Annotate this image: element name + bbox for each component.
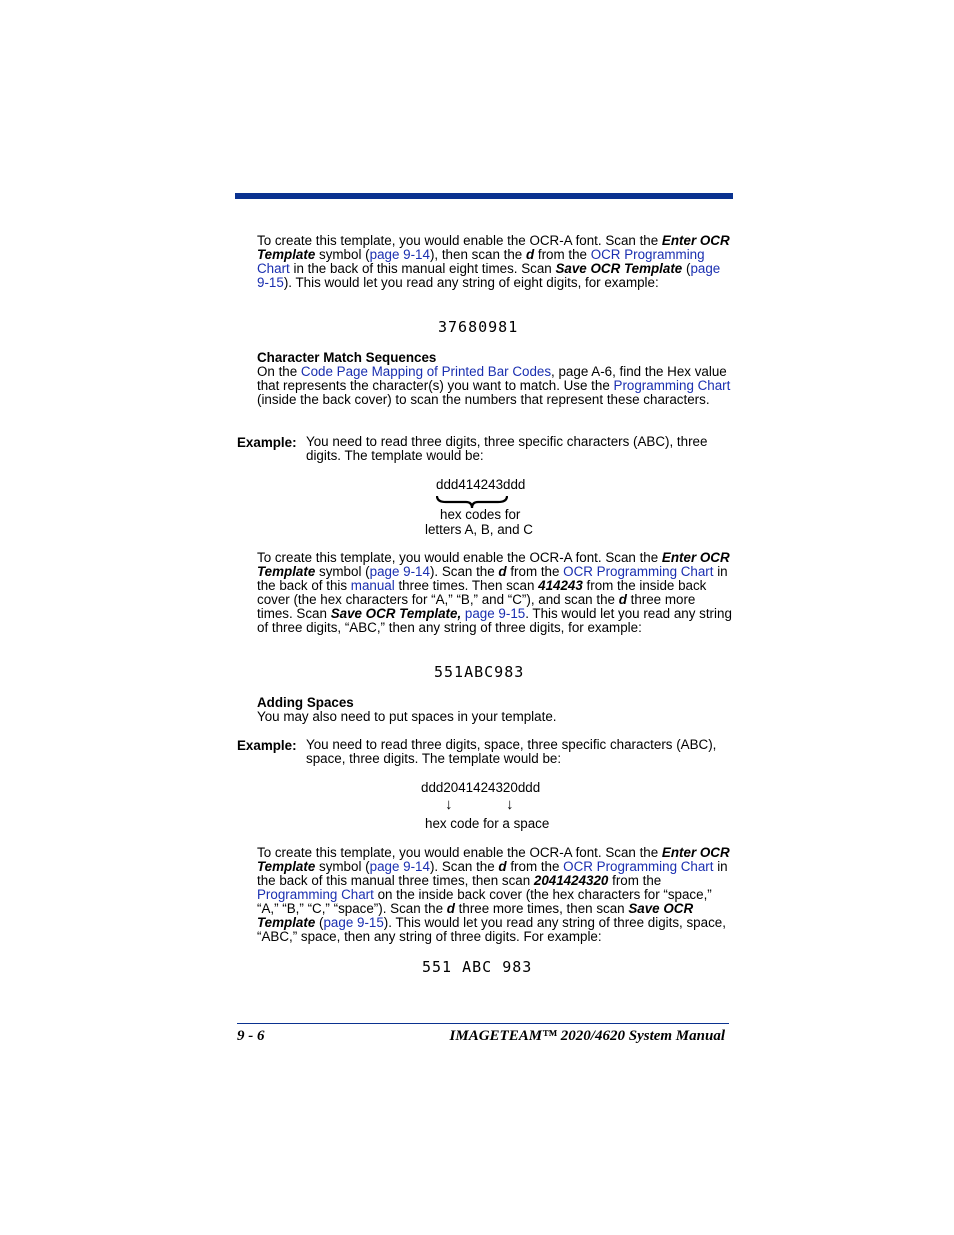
- link-page-9-14[interactable]: page 9-14: [369, 859, 430, 874]
- text: ). This would let you read any string of three digits, space, “ABC,” space, then any string of three digits. For example:: [257, 915, 726, 944]
- example-text: You need to read three digits, three specific characters (ABC), three digits. The template would be:: [306, 434, 708, 463]
- emphasis: Save OCR Template: [257, 901, 694, 930]
- paragraph-adding-spaces: You may also need to put spaces in your template.: [257, 709, 557, 724]
- arrow-down-icon: ↓: [506, 796, 514, 813]
- text: symbol (: [315, 247, 370, 262]
- template-example: ddd2041424320ddd: [421, 780, 541, 795]
- hex-note-line2: letters A, B, and C: [425, 522, 533, 537]
- link-page-9-14[interactable]: page 9-14: [369, 564, 430, 579]
- text: . This would let you read any string of three digits, “ABC,” then any string of three digits, for example:: [257, 606, 732, 635]
- link-page-9-14[interactable]: page 9-14: [369, 247, 430, 262]
- link-programming-chart[interactable]: Programming Chart: [257, 887, 374, 902]
- emphasis: Enter OCR Template: [257, 550, 730, 579]
- text: (: [682, 261, 691, 276]
- text: in the back of this manual three times, then scan: [257, 859, 728, 888]
- text: ). Scan the: [429, 564, 499, 579]
- space-note: hex code for a space: [425, 816, 550, 831]
- emphasis: 2041424320: [533, 873, 609, 888]
- emphasis: 414243: [538, 578, 583, 593]
- arrow-down-icon: ↓: [445, 796, 453, 813]
- text: in the back of this: [257, 564, 728, 593]
- link-page-9-15[interactable]: page 9-15: [257, 261, 721, 290]
- text: ). Scan the: [429, 859, 499, 874]
- example-text: You need to read three digits, space, three specific characters (ABC), space, three digits. The template would be:: [306, 737, 717, 766]
- link-code-page-mapping[interactable]: Code Page Mapping of Printed Bar Codes: [300, 364, 552, 379]
- header-rule: [235, 193, 733, 199]
- ocr-sample-3: 551 ABC 983: [422, 958, 533, 976]
- link-page-9-15[interactable]: page 9-15: [323, 915, 384, 930]
- ocr-sample-1: 37680981: [438, 318, 519, 336]
- text: from the inside back cover (the hex characters for “A,” “B,” and “C”), and scan the: [257, 578, 707, 607]
- template-example: ddd414243ddd: [436, 477, 526, 492]
- paragraph-character-match: [257, 365, 732, 407]
- hex-note-line1: hex codes for: [440, 507, 521, 522]
- text: from the: [506, 859, 564, 874]
- text: three more times. Scan: [257, 592, 696, 621]
- emphasis: d: [498, 859, 507, 874]
- text: ). This would let you read any string of eight digits, for example:: [283, 275, 659, 290]
- footer-rule: [237, 1023, 729, 1024]
- text: from the: [608, 873, 662, 888]
- text: from the: [506, 564, 564, 579]
- emphasis: d: [446, 901, 455, 916]
- ocr-sample-2: 551ABC983: [434, 663, 525, 681]
- emphasis: d: [498, 564, 507, 579]
- text: To create this template, you would enable the OCR-A font. Scan the: [257, 233, 662, 248]
- text: symbol (: [315, 859, 370, 874]
- emphasis: d: [618, 592, 627, 607]
- emphasis: Save OCR Template: [555, 261, 683, 276]
- text: from the: [534, 247, 591, 262]
- text: (: [315, 915, 324, 930]
- text: To create this template, you would enable the OCR-A font. Scan the: [257, 550, 662, 565]
- emphasis: d: [525, 247, 535, 262]
- text: symbol (: [315, 564, 370, 579]
- text: in the back of this manual eight times. Scan: [289, 261, 556, 276]
- paragraph-space-template: [257, 846, 732, 944]
- section-heading-character-match: Character Match Sequences: [257, 350, 437, 365]
- section-heading-adding-spaces: Adding Spaces: [257, 695, 354, 710]
- link-ocr-programming-chart[interactable]: OCR Programming Chart: [257, 247, 705, 276]
- link-programming-chart[interactable]: Programming Chart: [613, 378, 731, 393]
- text: three more times, then scan: [454, 901, 629, 916]
- paragraph-intro: [257, 234, 732, 290]
- text: three times. Then scan: [394, 578, 539, 593]
- text: On the: [257, 364, 301, 379]
- link-page-9-15[interactable]: page 9-15: [464, 606, 526, 621]
- emphasis: Enter OCR Template: [257, 845, 730, 874]
- text: on the inside back cover (the hex characters for “space,” “A,” “B,” “C,” “space”). Scan the: [257, 887, 712, 916]
- paragraph-abc-template: [257, 551, 732, 635]
- example-label: Example:: [237, 738, 297, 753]
- emphasis: Enter OCR Template: [257, 233, 730, 262]
- link-ocr-programming-chart[interactable]: OCR Programming Chart: [563, 859, 714, 874]
- link-ocr-programming-chart[interactable]: OCR Programming Chart: [563, 564, 714, 579]
- emphasis: Save OCR Template,: [330, 606, 462, 621]
- text: To create this template, you would enable the OCR-A font. Scan the: [257, 845, 662, 860]
- page-number: 9 - 6: [237, 1028, 265, 1044]
- link-manual[interactable]: manual: [350, 578, 395, 593]
- text: ), then scan the: [429, 247, 526, 262]
- text: (inside the back cover) to scan the numbers that represent these characters.: [257, 392, 710, 407]
- example-label: Example:: [237, 435, 297, 450]
- text: , page A-6, find the Hex value that represents the character(s) you want to match. Use the: [257, 364, 727, 393]
- manual-title: IMAGETEAM™ 2020/4620 System Manual: [449, 1028, 725, 1044]
